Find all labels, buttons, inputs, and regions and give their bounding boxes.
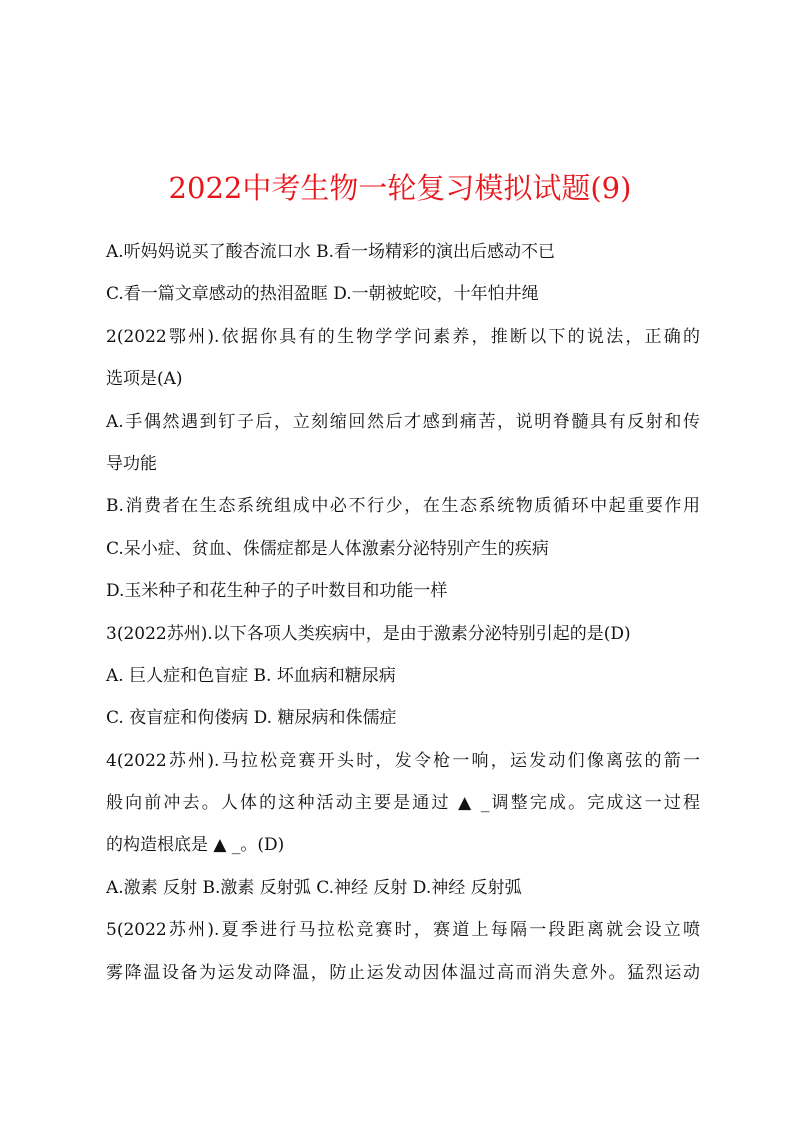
text-line: 4(2022苏州).马拉松竞赛开头时，发令枪一响，运发动们像离弦的箭一 <box>106 750 700 771</box>
text-line: B.消费者在生态系统组成中必不行少，在生态系统物质循环中起重要作用 <box>106 496 700 517</box>
text-line: 般向前冲去。人体的这种活动主要是通过 ▲ _调整完成。完成这一过程 <box>106 793 700 814</box>
text-line: 3(2022苏州).以下各项人类疾病中，是由于激素分泌特别引起的是(D) <box>106 623 631 644</box>
document-body <box>106 242 700 1005</box>
text-line: C.呆小症、贫血、侏儒症都是人体激素分泌特别产生的疾病 <box>106 538 549 559</box>
text-line: A.听妈妈说买了酸杏流口水 B.看一场精彩的演出后感动不已 <box>106 242 555 262</box>
text-line: 雾降温设备为运发动降温，防止运发动因体温过高而消失意外。猛烈运动 <box>106 962 700 983</box>
text-line: A.手偶然遇到钉子后，立刻缩回然后才感到痛苦，说明脊髓具有反射和传 <box>106 411 700 432</box>
text-line: D.玉米种子和花生种子的子叶数目和功能一样 <box>106 581 448 602</box>
page-title: 2022中考生物一轮复习模拟试题(9) <box>168 171 632 205</box>
text-line: 导功能 <box>106 453 157 474</box>
text-line: 的构造根底是 ▲ _。(D) <box>106 835 285 856</box>
text-line: C. 夜盲症和佝偻病 D. 糖尿病和侏儒症 <box>106 708 397 729</box>
text-line: A. 巨人症和色盲症 B. 坏血病和糖尿病 <box>106 665 396 686</box>
text-line: A.激素 反射 B.激素 反射弧 C.神经 反射 D.神经 反射弧 <box>106 877 522 898</box>
text-line: 2(2022鄂州).依据你具有的生物学学问素养，推断以下的说法，正确的 <box>106 326 700 347</box>
text-line: 选项是(A) <box>106 369 183 390</box>
text-line: 5(2022苏州).夏季进行马拉松竞赛时，赛道上每隔一段距离就会设立喷 <box>106 920 700 941</box>
text-line: C.看一篇文章感动的热泪盈眶 D.一朝被蛇咬，十年怕井绳 <box>106 284 539 305</box>
